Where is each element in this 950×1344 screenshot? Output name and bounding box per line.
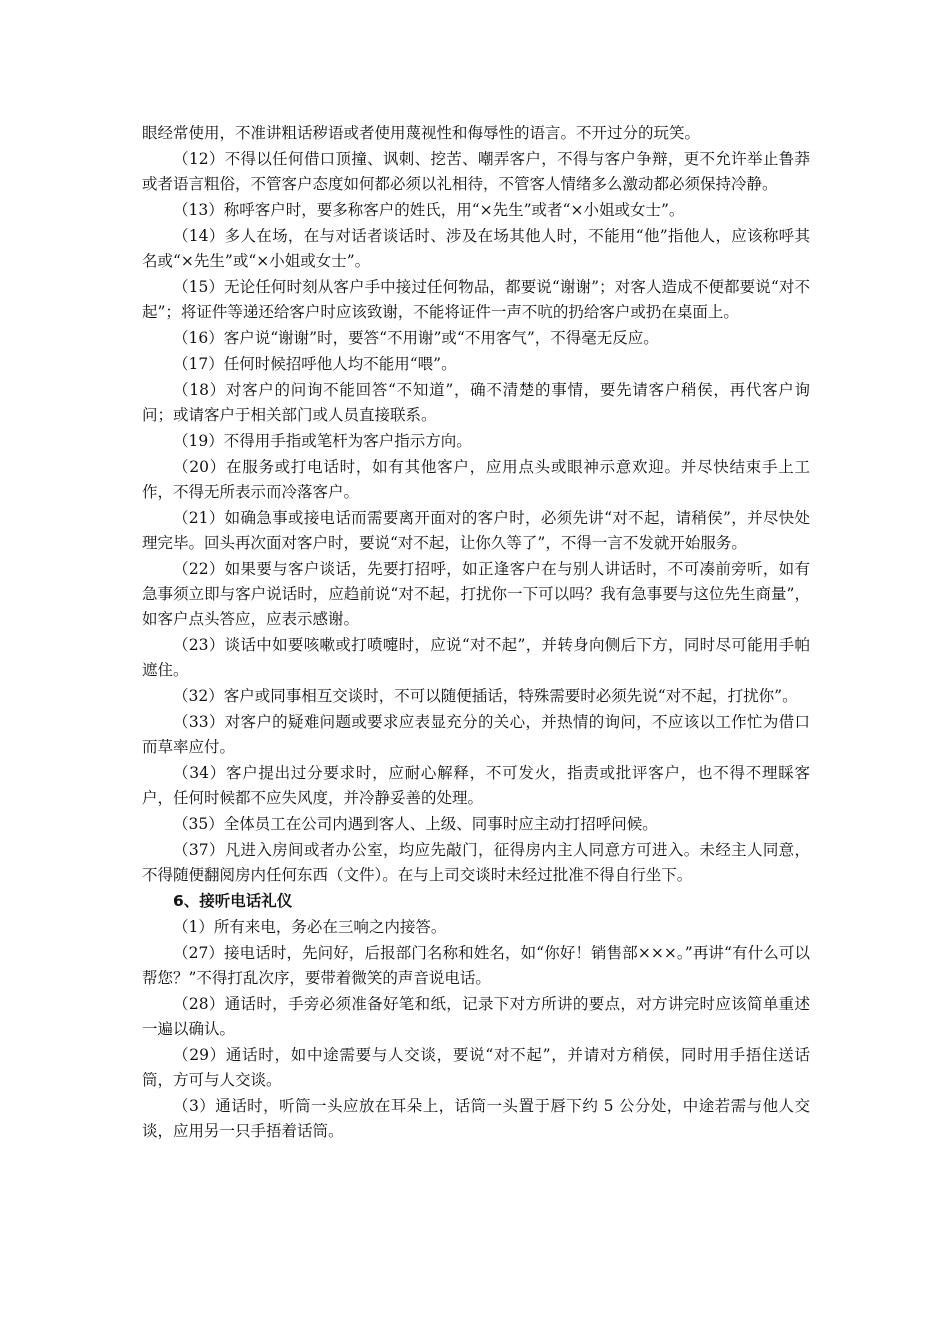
- phone-rule-item: （29）通话时，如中途需要与人交谈，要说“对不起”，并请对方稍侯，同时用手捂住送话筒，方可与人交谈。: [142, 1046, 810, 1089]
- rule-item: （37）凡进入房间或者办公室，均应先敲门，征得房内主人同意方可进入。未经主人同意，不得随便翻阅房内任何东西（文件）。在与上司交谈时未经过批准不得自行坐下。: [142, 841, 810, 884]
- rule-item: （21）如确急事或接电话而需要离开面对的客户时，必须先讲“对不起，请稍侯”，并尽快处理完毕。回头再次面对客户时，要说“对不起，让你久等了”，不得一言不发就开始服务。: [142, 509, 810, 552]
- rule-item: （14）多人在场，在与对话者谈话时、涉及在场其他人时，不能用“他”指他人，应该称呼其名或“×先生”或“×小姐或女士”。: [142, 227, 810, 270]
- rule-item: （15）无论任何时刻从客户手中接过任何物品，都要说“谢谢”；对客人造成不便都要说“对不起”；将证件等递还给客户时应该致谢，不能将证件一声不吭的扔给客户或扔在桌面上。: [142, 278, 810, 321]
- phone-rule-item: （1）所有来电，务必在三响之内接答。: [173, 918, 447, 936]
- rule-item: （12）不得以任何借口顶撞、讽刺、挖苦、嘲弄客户，不得与客户争辩，更不允许举止鲁莽或者语言粗俗，不管客户态度如何都必须以礼相待，不管客人情绪多么激动都必须保持冷静。: [142, 150, 810, 193]
- rule-item: （22）如果要与客户谈话，先要打招呼，如正逢客户在与别人讲话时，不可凑前旁听，如有急事须立即与客户说话时，应趋前说“对不起，打扰你一下可以吗？我有急事要与这位先生商量”，如客户点头答应，应表示感谢。: [142, 560, 810, 628]
- rule-item: （19）不得用手指或笔杆为客户指示方向。: [173, 432, 472, 450]
- rule-item: （20）在服务或打电话时，如有其他客户，应用点头或眼神示意欢迎。并尽快结束手上工作，不得无所表示而冷落客户。: [142, 458, 810, 501]
- document-body: [142, 121, 810, 1145]
- rule-item: （33）对客户的疑难问题或要求应表显充分的关心，并热情的询问，不应该以工作忙为借口而草率应付。: [142, 713, 810, 756]
- rule-item: （16）客户说“谢谢”时，要答“不用谢”或“不用客气”，不得毫无反应。: [173, 329, 659, 347]
- rule-item: （35）全体员工在公司内遇到客人、上级、同事时应主动打招呼问候。: [173, 815, 658, 833]
- phone-rule-item: （28）通话时，手旁必须准备好笔和纸，记录下对方所讲的要点，对方讲完时应该简单重述一遍以确认。: [142, 995, 810, 1038]
- rule-item: （13）称呼客户时，要多称客户的姓氏，用“×先生”或者“×小姐或女士”。: [173, 201, 685, 219]
- phone-rule-item: （3）通话时，听筒一头应放在耳朵上，话筒一头置于唇下约 5 公分处，中途若需与他人交谈，应用另一只手捂着话筒。: [142, 1097, 810, 1140]
- phone-rule-item: （27）接电话时，先问好，后报部门名称和姓名，如“你好！销售部×××。”再讲“有什么可以帮您？”不得打乱次序，要带着微笑的声音说电话。: [142, 944, 810, 987]
- rule-item: （32）客户或同事相互交谈时，不可以随便插话，特殊需要时必须先说“对不起，打扰你”。: [173, 687, 798, 705]
- rule-item: （18）对客户的问询不能回答“不知道”，确不清楚的事情，要先请客户稍侯，再代客户询问；或请客户于相关部门或人员直接联系。: [142, 381, 810, 424]
- section-heading: 6、接听电话礼仪: [173, 892, 293, 910]
- continuation-paragraph: 眼经常使用，不准讲粗话秽语或者使用蔑视性和侮辱性的语言。不开过分的玩笑。: [142, 124, 701, 142]
- rule-item: （17）任何时候招呼他人均不能用“喂”。: [173, 355, 457, 373]
- rule-item: （34）客户提出过分要求时，应耐心解释，不可发火，指责或批评客户，也不得不理睬客户，任何时候都不应失风度，并冷静妥善的处理。: [142, 764, 810, 807]
- rule-item: （23）谈话中如要咳嗽或打喷嚏时，应说“对不起”，并转身向侧后下方，同时尽可能用手帕遮住。: [142, 636, 810, 679]
